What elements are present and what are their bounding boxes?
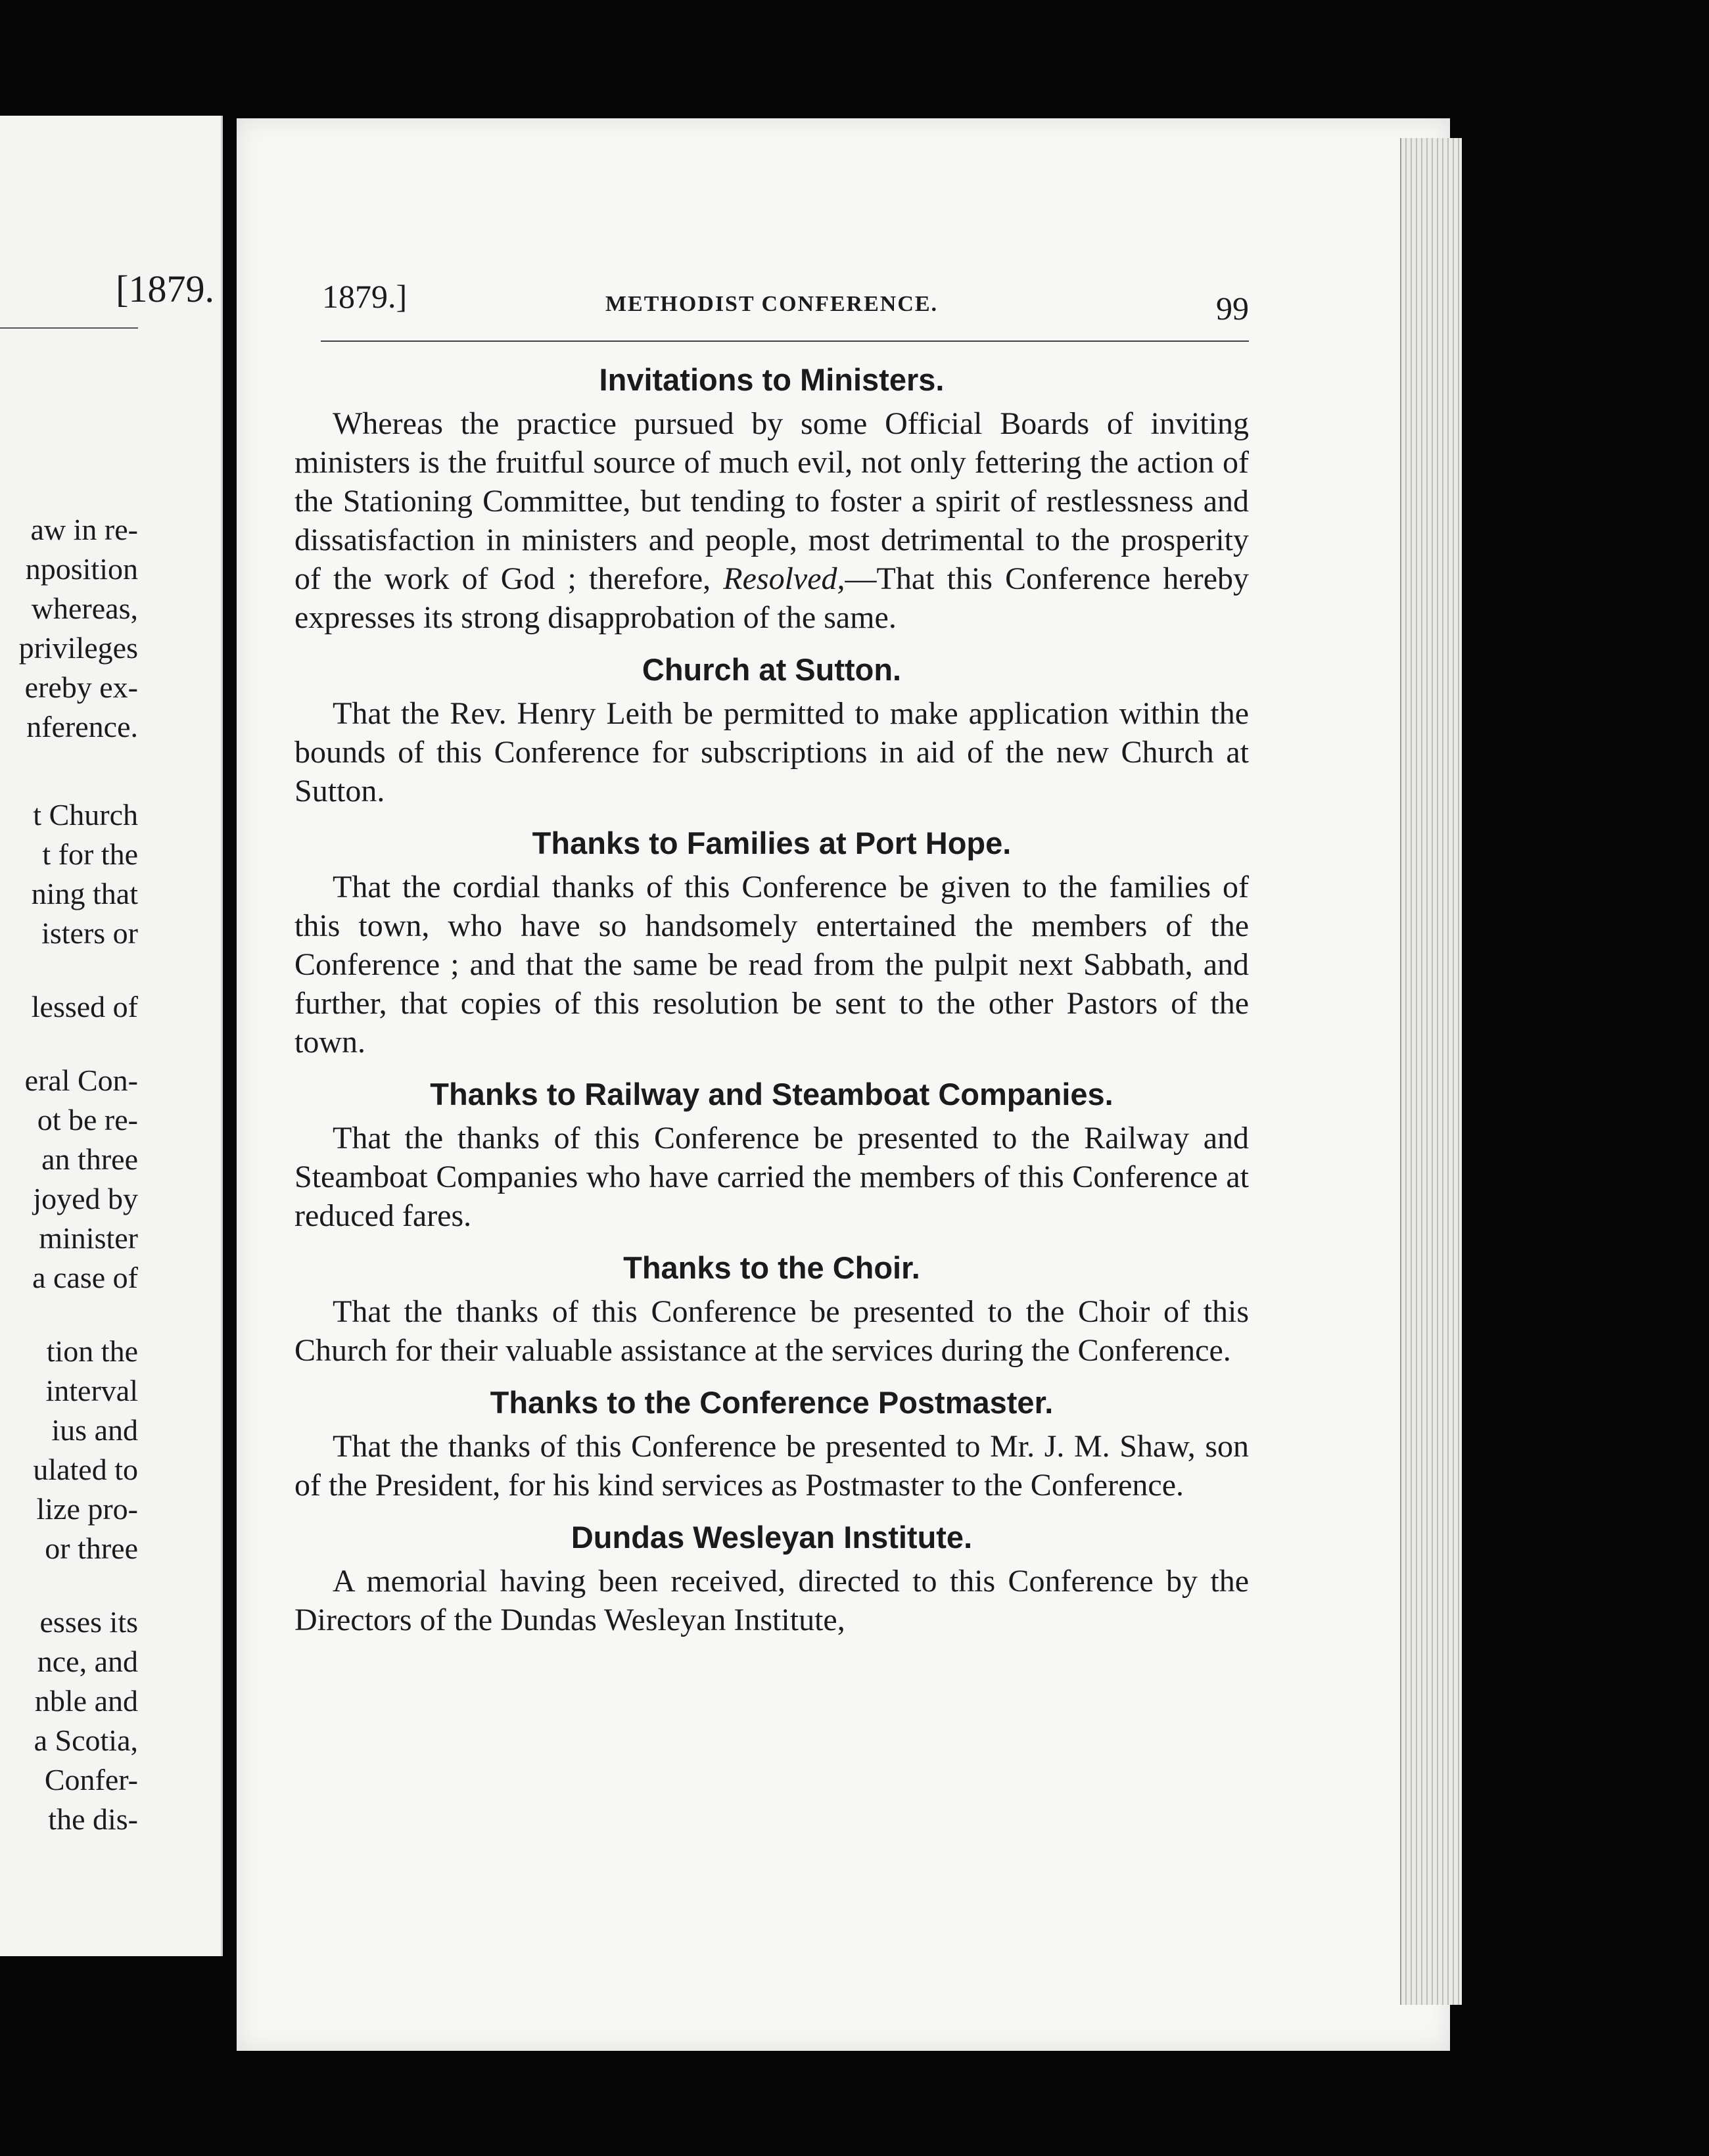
left-line: aw in re- bbox=[30, 513, 138, 546]
left-line: ius and bbox=[51, 1413, 138, 1447]
left-line: isters or bbox=[41, 916, 138, 950]
body-text: Whereas the practice pursued by some Official Boards of inviting ministers is the fruitful source of much evil, not only fettering the action of the Stationing Committee, but tending to foster a spirit of restlessness and dissatisfaction in ministers and people, most detrimental to the prosperity of the work of God ; therefore, bbox=[294, 406, 1249, 596]
left-line: ning that bbox=[31, 877, 138, 910]
left-line: minister bbox=[39, 1221, 138, 1255]
left-line: Confer- bbox=[44, 1763, 138, 1796]
section-body: That the thanks of this Conference be presented to the Railway and Steamboat Companies who have carried the members of this Conference at reduced fares. bbox=[294, 1121, 1249, 1233]
body-italic-text: Resolved, bbox=[723, 561, 845, 596]
left-line: a case of bbox=[32, 1261, 138, 1294]
section-heading: Invitations to Ministers. bbox=[599, 362, 945, 397]
left-line: eral Con- bbox=[24, 1064, 138, 1097]
section-body: That the Rev. Henry Leith be permitted to make application within the bounds of this Conference for subscriptions in aid of the new Church at Sutton. bbox=[294, 696, 1249, 808]
running-head-year: 1879.] bbox=[322, 278, 408, 315]
left-line: ereby ex- bbox=[24, 670, 138, 704]
page-number: 99 bbox=[1216, 290, 1249, 327]
left-line: the dis- bbox=[48, 1802, 138, 1836]
left-line: joyed by bbox=[33, 1182, 138, 1215]
head-rule bbox=[321, 340, 1249, 342]
left-line: ulated to bbox=[33, 1453, 138, 1486]
section-dundas-institute bbox=[294, 1519, 1249, 1639]
section-heading: Dundas Wesleyan Institute. bbox=[571, 1520, 973, 1555]
section-body bbox=[294, 404, 1249, 637]
left-line: an three bbox=[41, 1142, 138, 1176]
page-stack-edge bbox=[1400, 138, 1462, 2005]
section-body: That the thanks of this Conference be presented to the Choir of this Church for their valuable assistance at the services during the Conference. bbox=[294, 1294, 1249, 1368]
section-thanks-choir bbox=[294, 1250, 1249, 1370]
left-page-text bbox=[19, 510, 138, 1839]
left-line: t for the bbox=[42, 837, 138, 871]
section-heading: Thanks to the Choir. bbox=[623, 1250, 920, 1285]
section-body: A memorial having been received, directed to this Conference by the Directors of the Dundas Wesleyan Institute, bbox=[294, 1564, 1249, 1637]
left-line: tion the bbox=[46, 1334, 138, 1368]
left-line: lessed of bbox=[31, 990, 138, 1023]
section-thanks-railway bbox=[294, 1076, 1249, 1235]
left-line: or three bbox=[45, 1532, 138, 1565]
section-heading: Thanks to Railway and Steamboat Companies. bbox=[430, 1077, 1113, 1112]
left-line: esses its bbox=[39, 1605, 138, 1639]
left-running-head-year: [1879. bbox=[116, 268, 214, 310]
section-heading: Thanks to the Conference Postmaster. bbox=[490, 1385, 1054, 1420]
page-content bbox=[294, 263, 1249, 1654]
left-facing-page bbox=[0, 116, 223, 1956]
running-head-title: METHODIST CONFERENCE. bbox=[605, 292, 939, 316]
section-invitations bbox=[294, 362, 1249, 637]
left-line: nble and bbox=[34, 1684, 138, 1718]
section-body: That the thanks of this Conference be presented to Mr. J. M. Shaw, son of the President, for his kind services as Postmaster to the Conference. bbox=[294, 1429, 1249, 1503]
section-heading: Church at Sutton. bbox=[642, 652, 902, 687]
left-line: interval bbox=[45, 1374, 138, 1407]
body-text: —That this Conference hereby expresses its strong disapprobation of the same. bbox=[294, 561, 1249, 635]
section-body: That the cordial thanks of this Conference be given to the families of this town, who have so handsomely entertained the members of the Conference ; and that the same be read from the pulpit next Sabbath, and further, that copies of this resolution be sent to the other Pastors of the town. bbox=[294, 870, 1249, 1060]
left-line: t Church bbox=[33, 798, 138, 832]
left-line: whereas, bbox=[31, 592, 138, 625]
section-thanks-postmaster bbox=[294, 1384, 1249, 1505]
left-line: ot be re- bbox=[37, 1103, 138, 1137]
left-line: lize pro- bbox=[36, 1492, 138, 1526]
left-line: nference. bbox=[26, 710, 138, 743]
left-line: nce, and bbox=[37, 1645, 138, 1678]
left-line: privileges bbox=[18, 631, 138, 665]
left-line: nposition bbox=[25, 552, 138, 586]
running-head bbox=[294, 263, 1249, 326]
section-church-at-sutton bbox=[294, 651, 1249, 810]
left-head-rule bbox=[0, 327, 138, 329]
left-line: a Scotia, bbox=[34, 1723, 138, 1757]
section-thanks-families bbox=[294, 825, 1249, 1062]
section-heading: Thanks to Families at Port Hope. bbox=[532, 826, 1012, 860]
